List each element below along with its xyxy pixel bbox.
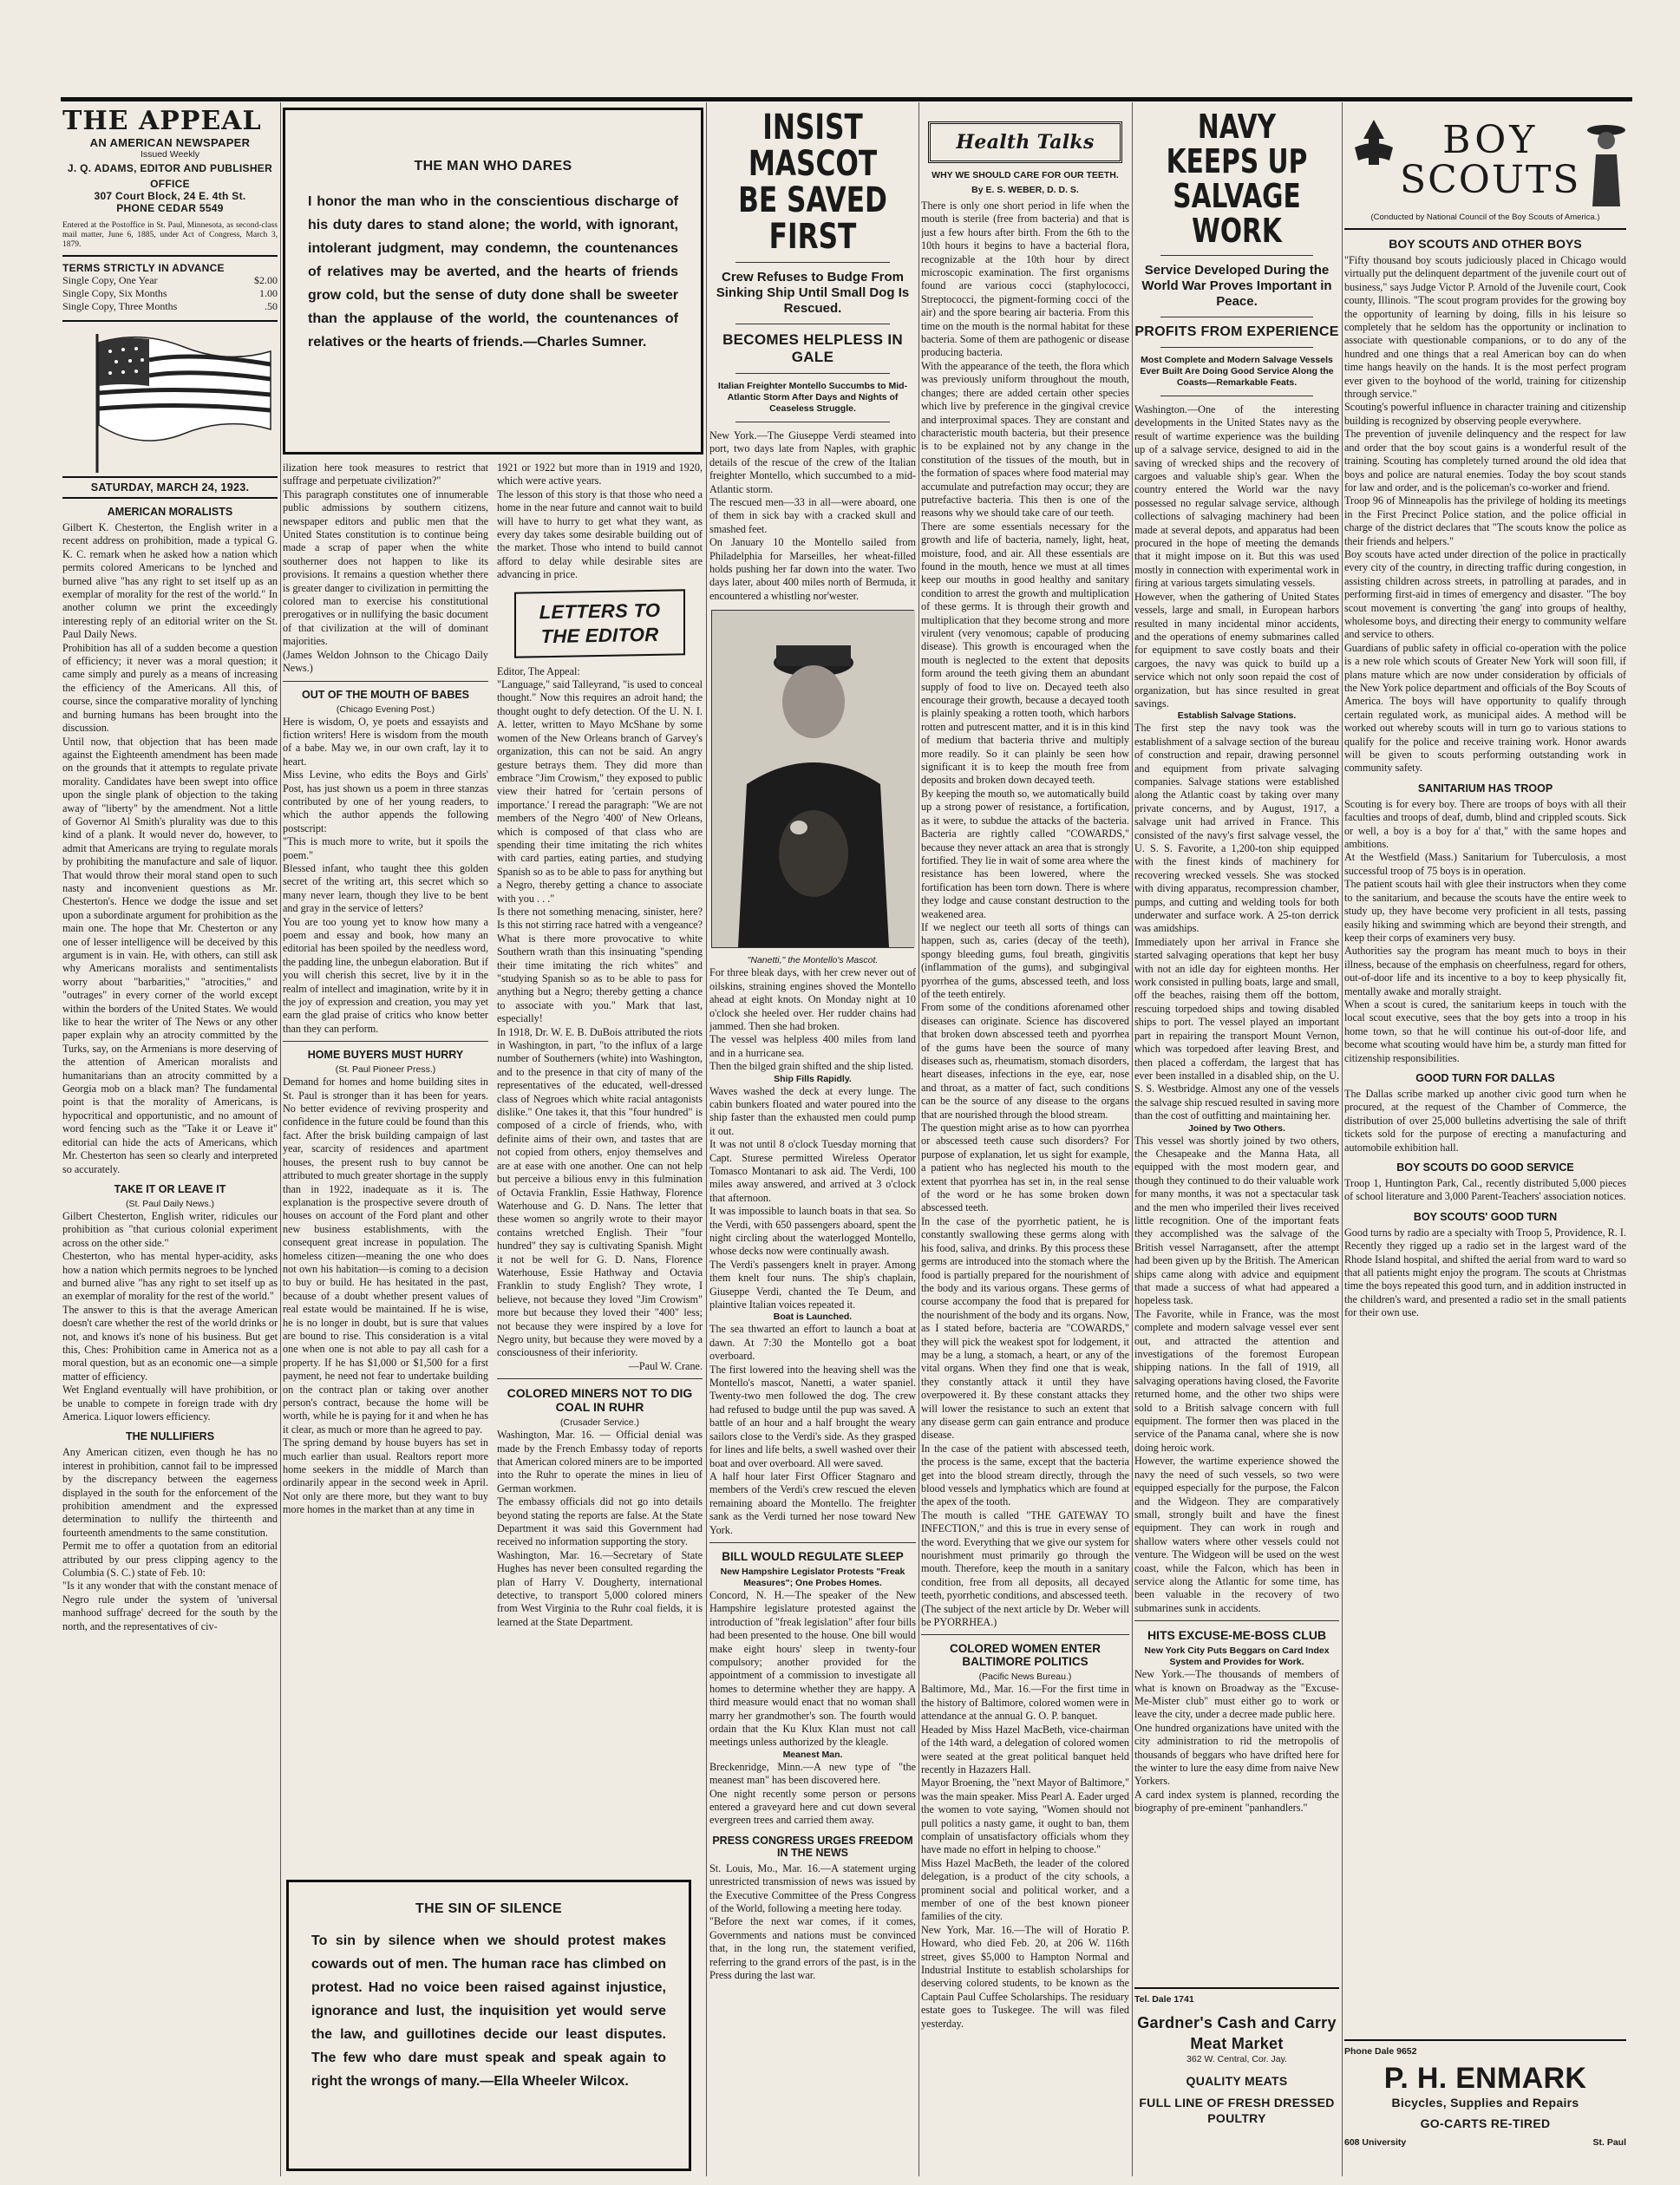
article-body: I honor the man who in the conscientious discharge of his duty dares to stand alone; the world, with ignorant, intolerant judgment, may condemn, the countenances of relatives may be averted, and the hearts of friends grow cold, but the sense of duty done shall be sweeter than the applause of the world, the countenances of relatives or the hearts of friends.—Charles Sumner. [308, 194, 678, 350]
ad-address: 608 University [1344, 2137, 1407, 2148]
ad-phone: Tel. Dale 1741 [1134, 1994, 1194, 2005]
article-headline: GOOD TURN FOR DALLAS [1415, 1071, 1555, 1084]
column-6 [1344, 106, 1626, 2176]
issue-date: SATURDAY, MARCH 24, 1923. [90, 481, 250, 494]
subcolumn-left [283, 461, 488, 1629]
scout-figure-icon [1580, 113, 1626, 208]
article-headline: BOY SCOUTS DO GOOD SERVICE [1396, 1161, 1574, 1174]
column-rule [706, 102, 707, 2176]
masthead-editor: J. Q. ADAMS, EDITOR AND PUBLISHER [67, 162, 273, 174]
article-headline: PRESS CONGRESS URGES FREEDOM IN THE NEWS [712, 1834, 913, 1859]
term-price: 1.00 [259, 287, 278, 299]
ad-line: QUALITY MEATS [1186, 2074, 1288, 2088]
article-body: Waves washed the deck at every lunge. The cabin bunkers floated and water poured into the ship faster than the exhausted men could pump it out. It was not until 8 o'clock Tuesday morning that Capt. Sturese permitted Wireless Operator Tomasco Montanari to ask aid. The Verdi, 100 miles away answered, and arrived at 3 o'clock that afternoon. It was impossible to launch boats in that sea. So the Verdi, with 650 passengers aboard, spent the night circling about the waterlogged Montello, whose decks now were continually awash. The Verdi's passengers knelt in prayer. Among them knelt four nuns. The ship's chaplain, Giuseppe Verdi, chanted the Te Deum, and plaintive Italian voices repeated it. [709, 1084, 916, 1312]
article-body: Washington, Mar. 16. — Official denial was made by the French Embassy today of reports that American colored miners are to be imported into the Ruhr to operate the mines in lieu of German workmen. The embassy officials did not go into details beyond stating the reports are false. At the State Department it was said this Government had received no information supporting the story. Washington, Mar. 16.—Secretary of State Hughes has never been consulted regarding the plan of Harry V. Dougherty, international detective, to transport 5,000 colored miners from West Virginia to the Ruhr coal fields, it is learned at the State Department. [497, 1429, 703, 1628]
masthead-issued: Issued Weekly [140, 149, 200, 160]
article-body: 1921 or 1922 but more than in 1919 and 1920, which were active years. The lesson of this story is that those who need a home in the near future and cannot wait to build will have to hurry to get what they want, as every day takes some desirable building out of the market. Those who intend to build cannot afford to delay while desirable sites are advancing in price. [497, 461, 703, 581]
masthead-title: THE APPEAL [62, 106, 262, 136]
letters-heading-box [514, 589, 685, 657]
column-title: Health Talks [956, 131, 1095, 154]
article-subhead: Establish Salvage Stations. [1177, 710, 1297, 722]
article-headline: BOY SCOUTS' GOOD TURN [1413, 1210, 1558, 1223]
article-body: For three bleak days, with her crew never out of oilskins, straining engines shoved the Montello ahead at eight knots. On Monday night at 10 o'clock she heeled over. Her rudder chains had jammed. Then she had broken. The vessel was helpless 400 miles from land and in a hurricane sea. Then the bilged grain shifted and the ship listed. [709, 966, 916, 1073]
term-label: Single Copy, Three Months [62, 300, 178, 312]
article-byline: By E. S. WEBER, D. D. S. [971, 185, 1079, 195]
article-body: Breckenridge, Minn.—A new type of "the meanest man" has been discovered here. One night recently some person or persons entered a graveyard here and cut down several evergreen trees and carried them away. [709, 1760, 916, 1827]
article-subhead: Meanest Man. [782, 1749, 843, 1760]
article-headline: TAKE IT OR LEAVE IT [114, 1182, 226, 1195]
column-2 [283, 106, 703, 2176]
scout-emblem-icon [1348, 113, 1400, 208]
subcolumn-right [497, 461, 703, 1629]
man-who-dares-box [283, 108, 703, 455]
article-body: New York, Mar. 16.—The will of Horatio P. Howard, who died Feb. 20, at 206 W. 116th street, gives $5,000 to Hampton Normal and Industrial Institute to establish scholarships for deserving colored students, to be known as the Captain Paul Cuffee Scholarships. The residuary estate goes to Tuskegee. The will was filed yesterday. [921, 1923, 1129, 2030]
masthead-subtitle: AN AMERICAN NEWSPAPER [89, 136, 251, 149]
column-3 [709, 106, 916, 2176]
article-headline: SANITARIUM HAS TROOP [1417, 782, 1553, 795]
column-2-split [283, 461, 703, 1629]
article-body: To sin by silence when we should protest makes cowards out of men. The human race has climbed on protest. Had no voice been raised against injustice, ignorance and lust, the inquisition yet would serve the law, and guillotines decide our least disputes. The few who dare must speak and speak again to right the wrongs of many.—Ella Wheeler Wilcox. [311, 1933, 666, 2089]
ad-phone: Phone Dale 9652 [1344, 2046, 1417, 2057]
article-body: St. Louis, Mo., Mar. 16.—A statement urging unrestricted transmission of news was issued by the Executive Committee of the Press Congress of the World, following a meeting here today. "Before the next war comes, if it comes, Governments and nations must be convinced that, in the long run, the statement verified, referring to the grand errors of the past, is in the Press during the last war. [709, 1861, 916, 1982]
article-body: The Dallas scribe marked up another civic good turn when he procured, at the request of the Chamber of Commerce, the distribution of over 25,000 bulletins advertising the sale of thrift tickets sold for the purpose of erecting a manufacturing and automobile exhibition hall. [1344, 1087, 1626, 1154]
article-source: (Crusader Service.) [559, 1417, 640, 1429]
article-body: Any American citizen, even though he has no interest in prohibition, cannot fail to be impressed by the discrepancy between the eagerness displayed in the south for the enforcement of the prohibition amendment and the expressed determination to nullify the thirteenth and fourteenth amendments to the same constitution. Permit me to offer a quotation from an editorial attributed by our press clipping agency to the Columbia (S. C.) state of Feb. 10: "Is it any wonder that with the constant menace of Negro rule under the system of 'universal manhood suffrage' decreed for the south by the north, and the representatives of civ- [62, 1446, 278, 1632]
column-1 [62, 106, 278, 2176]
masthead-phone: PHONE CEDAR 5549 [116, 202, 224, 214]
letters-headline: LETTERS TO THE EDITOR [539, 599, 661, 647]
boy-scouts-banner [1348, 113, 1623, 208]
article-body: The first step the navy took was the establishment of a salvage section of the bureau of construction and repair, drawing personnel and equipment from private salvaging companies. Salvage stations were established along the Atlantic coast by taking over many private concerns, and by August, 1917, a salvage unit had arrived in France. This consisted of the navy's first salvage vessel, the U. S. S. Favorite, a 1,200-ton ship equipped with the finest kinds of machinery for recovering wrecked vessels. She was stocked with diving apparatus, recompression chamber, pumps, and cutting and welding tools for both underwater and surface work. A 25-ton derrick was amidships. Immediately upon her arrival in France she started salvaging operations that kept her busy with not an idle day for eighteen months. Her work consisted in pulling boats, large and small, off the beaches, raising them off the bottom, rescuing torpedoed ships and towing disabled ships to port. The vessel played an important part in repairing the transport Mount Vernon, which was torpedoed after leaving Brest, and then placed a cofferdam, the largest that has ever been installed in a disabled ship, on the U. S. S. Westbridge. Almost any one of the vessels the salvage ship rescued resulted in saving more than the cost of outfitting and maintaining her. [1134, 722, 1339, 1122]
article-body: There is only one short period in life when the mouth is sterile (free from bacteria) and that is just a few hours after birth. From the 6th to the 10th hours it begins to have a bacterial flora, recognizable at the 10th hour by direct microscopic examination. The first organisms found are various cocci (staphylococci, Streptococci, the pigment-forming cocci of the air) and the spore bearing air bacteria. From this time on the mouth is the normal habitat for these bacteria. Some of them are pathogenic or disease producing bacteria. With the appearance of the teeth, the flora which was previously uniform throughout the mouth, changes; there are added certain other species which live by preference in the gingival crevice and interproximal spaces. They are constant and characteristic mouth bacteria, but their presence is to be explained not by any change in the constitution of the tissues of the mouth, but in the formation of spaces where food material may accumulate and putrefaction may occur; they are putrefactive bacteria. This then is one of the reasons why we should take care of our teeth. There are some essentials necessary for the growth and life of bacteria, namely, light, heat, moisture, food, and air. All these essentials are found in the mouth, hence we must at all times keep our mouths in good healthy and sanitary condition to arrest the growth and multiplication of these germs. It is through their growth and multiplication that they become strong and more virulent (very venomous; capable of producing disease). This growth is encouraged when the mouth is neglected to the extent that deposits form around the teeth giving them an abundant supply of food to live on. Decayed teeth also encourage their growth, because a decayed tooth is plainly speaking a rotten tooth, which harbors rotten and putrescent matter, and it is in this kind of medium that bacteria thrive and multiply more readily. So it can plainly be seen how significant it is to keep the mouth free from deposits and broken down decayed teeth. By keeping the mouth so, we automatically build up a strong power of resistance, a fortification, as it were, to subdue the attacks of the bacteria. Bacteria are rightly called "COWARDS," because they never attack an area that is strongly fortified. They lie in wait of some area where the resistance has been lowered, where the fortification has been torn down. There is where they lodge and cause constant destruction to the weakened area. If we neglect our teeth all sorts of things can happen, such as, caries (decay of the teeth), spongy bleeding gums, foul breath, gingivitis (inflammation of the gums), and subgingival pyorrhea of the gums, abscessed teeth, and loss of the teeth entirely. From some of the conditions aforenamed other diseases can originate. Science has discovered that broken down abscessed teeth and pyorrhea of the gums have been the source of many diseases such as, rheumatism, stomach disorders, heart diseases, infections in the eye, ear, nose and throat, as a matter of fact, such conditions can be the source of any disease to the organs that are nourished through the blood stream. The question might arise as to how can pyorrhea or abscessed teeth cause such disorders? For purpose of explanation, let us sight for example, a patient who has neglected his mouth to the extent that pyorrhea has set in, in the real sense of the word or he has some broken down abscessed teeth. In the case of the pyorrhetic patient, he is constantly swallowing these germs along with his food, saliva, and drinks. By this process these germs are introduced into the stomach where the food is partially prepared for the nourishment of the body and its various organs. These germs of course accompany the food that is prepared for the nourishment of the body and its organs. Now, as I stated before, bacteria are "COWARDS," they will pick the weakest spot for lodgement, it may be a lung, a stomach, a heart, or any of the vital organs. When they find one that is weak, they constantly attack it until they have overpowered it. By these constant attacks they will lower the resistance to such an extent that any disease germ can gain entrance and produce disease. In the case of the patient with abscessed teeth, the process is the same, except that the bacteria get into the blood stream directly, through the blood vessels and lymphatics which are found at the apex of the tooth. The mouth is called "THE GATEWAY TO INFECTION," and this is true in every sense of the word. Everything that we give our system for nourishment must primarily go through the mouth. Therefore, keep the mouth in a sanitary condition, free from all deposits, all decayed teeth, pyorrhetic conditions, and abscessed teeth. (The subject of the next article by Dr. Weber will be PYORRHEA.) [921, 200, 1129, 1629]
article-source: (St. Paul Daily News.) [125, 1198, 215, 1209]
article-body: Gilbert Chesterton, English writer, ridicules our prohibition as "that curious colonial experiment across on the other side." Chesterton, who has mental hyper-acidity, asks how a nation which permits negroes to be lynched and burned alive "has any right to set itself up as an exemplar of morality for the rest of the world." The answer to this is that the average American doesn't care whether the rest of the world drinks or not, and knows it's none of his business. But get this, Ches: Prohibition came in America not as a moral question, but as an economic one—a simple matter of efficiency. Wet England eventually will have prohibition, or be unable to compete in foreign trade with dry America. Liquor lowers efficiency. [62, 1209, 278, 1423]
article-headline: THE SIN OF SILENCE [415, 1901, 562, 1916]
sailor-with-dog-image [712, 611, 915, 947]
article-headline: HOME BUYERS MUST HURRY [307, 1049, 464, 1062]
enmark-ad [1344, 2039, 1626, 2169]
article-headline: COLORED MINERS NOT TO DIG COAL IN RUHR [507, 1386, 693, 1415]
article-source: (Chicago Evening Post.) [336, 703, 435, 715]
article-deck: Crew Refuses to Budge From Sinking Ship Until Small Dog Is Rescued. [716, 270, 910, 316]
article-deck: Most Complete and Modern Salvage Vessels Ever Built Are Doing Good Service Along the Coasts—Remarkable Feats. [1140, 355, 1334, 388]
masthead-office: OFFICE [150, 178, 190, 190]
article-body: ilization here took measures to restrict that suffrage and perpetuate civilization?" This paragraph constitutes one of innumerable public admissions by southern citizens, newspaper editors and public men that the United States constitution is to continue being made a scrap of paper when the white southerner does not happen to like its provisions. It remains a question whether there is greater danger to civilization in permitting the colored man to exercise his constitutional prerogatives or in nullifying the basic document of that civilization at the will of dominant majorities. (James Weldon Johnson to the Chicago Daily News.) [283, 461, 488, 675]
article-body: Here is wisdom, O, ye poets and essayists and fiction writers! Here is wisdom from the mouth of a babe. May we, in our own craft, lay it to heart. Miss Levine, who edits the Boys and Girls' Post, has just shown us a poem in three stanzas contributed by one of her young readers, to which the author appends the following postscript: "This is much more to write, but it spoils the poem." Blessed infant, who taught thee this golden secret of the writing art, this secret which so many never learn, though they live to be bent and gray in the service of letters? You are too young yet to know how many a poem and essay and book, how many an editorial has been spoiled by the needless word, the padding line, the unbegun elaboration. But if you will cherish this secret, live by it in the realm of intellect and imagination, write by it in the joy of expression and creation, you may yet earn the glad praise of critics who know better than they can perform. [283, 715, 488, 1035]
term-label: Single Copy, One Year [62, 274, 158, 286]
article-subhead: Ship Fills Rapidly. [774, 1073, 852, 1084]
health-talks-banner [928, 121, 1122, 163]
title-line: BOY [1442, 118, 1539, 162]
article-body: Washington.—One of the interesting developments in the United States navy as the result of wartime experience was the building up of a salvage service, designed to aid in the saving of wrecked ships and the recovery of cargoes and valuable ship's gear. When the country entered the World war the navy possessed no regular salvage service, although collections of salvaging machinery had been made at several depots, and apparatus had been procured in the hope of meeting the demands that it might impose on it. But this was used mostly in connection with experimental work in firing at various targets simulating vessels. However, when the gathering of United States vessels, large and small, in European harbors resulted in many incidental minor accidents, and the operations of enemy submarines called for equipment to save costly boats and their cargoes, the navy was quick to build up a service which not only soon repaid the cost of organization, but has since resulted in great savings. [1134, 403, 1339, 710]
article-headline: OUT OF THE MOUTH OF BABES [301, 688, 470, 701]
article-body: This vessel was shortly joined by two others, the Chesapeake and the Manna Hata, all equipped with the most modern gear, and though they continued to do their valuable work for many months, it was not a spectacular task and the men who imperiled their lives received little recognition. One of the important feats they accomplished was the salvage of the British vessel Narragansett, after the attempt had been given up by the British. The American ships came along with advice and equipment that made a success of what had appeared a hopeless task. The Favorite, while in France, was the most complete and modern salvage vessel ever sent out, and attracted the attention and investigations of the foremost European shipping nations. In the fall of 1919, all salvaging operations having closed, the Favorite returned home, and the other two ships were sold to a British salvage concern with full equipment. The former then was placed in the service of the Panama canal, where she is now doing heroic work. However, the wartime experience showed the navy the need of such vessels, so two were equipped especially for the purpose, the Falcon and the Widgeon. They are comparatively small, strongly built and have the finest equipment. They can work in rough and shallow waters where other vessels could not venture. The Widgeon will be used on the west coast, while the Falcon, which has been in service along the Atlantic for some time, has been valuable in the recovery of two submarines sunk in accidents. [1134, 1134, 1339, 1614]
article-headline: COLORED WOMEN ENTER BALTIMORE POLITICS [950, 1642, 1101, 1669]
article-body: Baltimore, Md., Mar. 16.—For the first time in the history of Baltimore, colored women were in attendance at the annual G. O. P. banquet. Headed by Miss Hazel MacBeth, vice-chairman of the 14th ward, a delegation of colored women were seated at the great political banquet held recently in Hazazers Hall. Mayor Broening, the "next Mayor of Baltimore," was the main speaker. Miss Pearl A. Eader urged the women to vote saying, "Women should not pull politics a nasty game, it ought to ban, them complain of unsatisfactory officials whom they have made no effort in helping to choose." Miss Hazel MacBeth, the leader of the colored delegation, is a product of the city schools, a prominent social and political worker, and a member of one of the best known pioneer families of the city. [921, 1683, 1129, 1923]
article-source: (Pacific News Bureau.) [978, 1671, 1072, 1683]
mascot-photo [711, 610, 914, 948]
meat-market-ad [1134, 1987, 1339, 2169]
column-rule [918, 102, 919, 2176]
term-label: Single Copy, Six Months [62, 287, 167, 299]
column-rule [280, 102, 281, 2176]
article-headline: BOY SCOUTS AND OTHER BOYS [1389, 237, 1582, 251]
article-deck: Italian Freighter Montello Succumbs to Mid-Atlantic Storm After Days and Nights of Ceaseless Struggle. [717, 381, 908, 414]
article-body: New York.—The thousands of members of what is known on Broadway as the "Excuse-Me-Mister club" must either go to work or leave the city, under a decree made public here. One hundred organizations have united with the city administration to rid the metropolis of thousands of beggars who have drifted here for the winter to lure the easy dime from naive New Yorkers. A card index system is planned, recording the biography of pre-eminent "panhandlers." [1134, 1668, 1339, 1815]
article-body: The sea thwarted an effort to launch a boat at dawn. At 7:30 the Montello got a boat overboard. The first lowered into the heaving shell was the Montello's mascot, Nanetti, a water spaniel. Twenty-two men followed the dog. The crew had refused to budge until the pup was saved. A battle of an hour and a half brought the weary sailors close to the Verdi's side. As they grasped for lines and life belts, a swell washed over their boat and over overboard. All were saved. A half hour later First Officer Stagnaro and members of the Verdi's crew rescued the eleven remaining aboard the Montello. The freighter sank as the Verdi turned her nose toward New York. [709, 1323, 916, 1536]
article-headline: INSIST MASCOT BE SAVED FIRST [738, 108, 887, 257]
article-headline: HITS EXCUSE-ME-BOSS CLUB [1147, 1628, 1327, 1643]
column-rule [1132, 102, 1133, 2176]
ad-line: GO-CARTS RE-TIRED [1420, 2116, 1551, 2130]
article-headline: NAVY KEEPS UP SALVAGE WORK [1166, 108, 1308, 250]
article-body: Troop 1, Huntington Park, Cal., recently distributed 5,000 pieces of school literature and 3,000 Parent-Teachers' association notices. [1344, 1177, 1626, 1203]
ad-name: P. H. ENMARK [1383, 2062, 1587, 2095]
sin-of-silence-box [286, 1880, 691, 2171]
article-subhead: BECOMES HELPLESS IN GALE [722, 331, 903, 365]
article-subhead: Boat is Launched. [773, 1312, 853, 1323]
article-subhead: Joined by Two Others. [1188, 1122, 1285, 1134]
ad-city: St. Paul [1592, 2137, 1626, 2148]
article-headline: BILL WOULD REGULATE SLEEP [722, 1549, 904, 1563]
article-deck: Service Developed During the World War Proves Important in Peace. [1141, 263, 1332, 309]
article-body: Demand for homes and home building sites in St. Paul is stronger than it has been for years. No better evidence of reviving prosperity and confidence in the future could be found than this fact. After the brisk building campaign of last year, scarcity of residences and apartment houses, the present rush to buy cannot be attributed to much greater shortage in the supply than in 1922, inadequate as it is. The explanation is the prospective severe drouth of houses on account of the Ford plant and other new business establishments, with the consequent great increase in population. The homeless citizen—meaning the one who does not own his habitation—is coming to a decision to buy or build. He has hesitated in the past, because of a doubt whether present values of real estate would be maintained. If he is wise, he is no longer in doubt, but is sure that values are bound to rise. This consideration is a vital one when one is not able to pay all cash for a property. If he has $1,000 or $1,500 for a first payment, he need not fear to undertake building on the contract plan or taking over another person's contract, because the home will be worth, while he is paying for it and when he has it clear, as much or more than he agreed to pay. The spring demand by house buyers has set in much earlier than usual. Realtors report more home seekers in the middle of March than ordinarily appear in the second week in April. Not only are there more, but they want to buy more homes in the market than at any time in [283, 1076, 488, 1516]
scouts-note: (Conducted by National Council of the Boy Scouts of America.) [1370, 213, 1600, 222]
article-body: New York.—The Giuseppe Verdi steamed into port, two days late from Naples, with graphic details of the rescue of the crew of the Italian freighter Montello, which succumbed to a mid-Atlantic storm. The rescued men—33 in all—were aboard, one of them in sick bay with a cracked skull and smashed feet. On January 10 the Montello sailed from Philadelphia for Marseilles, her wheat-filled holds pushing her far down into the water. Two days later, about 400 miles north of Bermuda, it encountered a whistling nor'wester. [709, 429, 916, 602]
article-headline: AMERICAN MORALISTS [107, 506, 233, 518]
column-4 [921, 106, 1129, 2176]
term-price: $2.00 [254, 274, 278, 286]
top-rule [61, 97, 1632, 101]
article-deck: New York City Puts Beggars on Card Index System and Provides for Work. [1144, 1645, 1330, 1668]
masthead-entered: Entered at the Postoffice in St. Paul, Minnesota, as second-class mail matter, June 6, 1885, under Act of Congress, March 3, 1879. [62, 221, 278, 249]
article-body: Concord, N. H.—The speaker of the New Hampshire legislature protested against the introduction of "freak legislation" after four bills had been presented to the house. One bill would make eight hours' sleep in twenty-four compulsory; another provided for the appointment of a commission to investigate all homes to determine whether they are happy. A third measure would enact that no woman shall marry her grandmother's son. The fourth would ordain that the Ku Klux Klan must not call meetings unless authorized by the kleagle. [709, 1588, 916, 1749]
article-body: Gilbert K. Chesterton, the English writer in a recent address on prohibition, made a typical G. K. C. remark when he asked how a nation which permits colored Americans to be lynched and burned alive "has any right to set itself up as an exemplar of morality for the rest of the world." In another column we print the exceedingly interesting reply of an editorial writer on the St. Paul Daily News. Prohibition has all of a sudden become a question of efficiency; it never was a moral question; it came simply and purely as a means of increasing the efficiency of the Americans. All this, of course, since the comparative morality of lynching and burning humans has been brought into the discussion. Until now, that objection that has been made against the Eighteenth amendment has been made on the grounds that it attempts to regulate private morality. Candidates have been swept into office upon the single plank of objection to the taking away of "liberty" by the amendment. Not a little of Governor Al Smith's plurality was due to this kind of a plank. It would never do, however, to admit that Americans are trying to regulate morals by prohibiting the manufacture and sale of liquor. That would throw their moral stand open to such nasty and inconvenient questions as Mr. Chesterton's. Hence we dodge the issue and set upon a subordinate argument for prohibition as the main one. The hope that Mr. Chesterton or any one of lesser intelligence will be deceived by this argument is in vain. He, with others, can still ask why Americans moralists and sentimentalists worry about "barbarities," "atrocities," and "outrages" in every corner of the world except within the borders of the United States. We would like to hear the writer of The News or any other paper explain why an atrocity committed by the Turks, say, on the Armenians is more deserving of the attention of American moralists and humanitarians than an atrocity committed by a Georgia mob on a black man? The fundamental point is that the morality of Americans, is hypocritical and opportunistic, and no amount of word fencing such as the "Take it or Leave it" editorial can hide the acts of Americans, which Mr. Chesterton has seen so clearly and interpreted so accurately. [62, 521, 278, 1175]
article-headline: WHY WE SHOULD CARE FOR OUR TEETH. [932, 170, 1119, 180]
article-body: Editor, The Appeal: "Language," said Talleyrand, "is used to conceal thought." Now this requires an adroit hand; the thought ought to defy detection. Of the U. N. I. A. letter, written to Mayo McShane by some women of the New Orleans branch of Garvey's organization, this can not be said. An angry gesture betrays them. They did more than embrace "Jim Crowism," they exposed to public view their hatred for 'certain persons of importance.' I reread the paragraph: "We are not members of the Negro '400' of New Orleans, which is composed of that class who are spending their time imitating the rich whites with card parties, eating parties, and studying Spanish so as to be able to pass for anything but a Negro, thereby getting a chance to associate with you . . ." Is there not something menacing, sinister, here? Is this not stirring race hatred with a vengeance? What is there more provocative to white Southern wrath than this insinuating "spending their time imitating the rich whites" and "studying Spanish so as to be able to pass for anything but a Negro; thereby getting a chance to associate with you." Mark that last, especially! In 1918, Dr. W. E. B. DuBois attributed the riots in Washington, in part, "to the influx of a large number of Southerners (white) into Washington, and to the presence in that city of many of the representatives of the educated, well-dressed class of Negroes which white racial antagonists dislike." One takes it, that this "four hundred" is composed of a circle of friends, who, with definite aims of their own, and tastes that are not copied from others, enjoy themselves and are at ease with one another. One can not help but perceive a bilious envy in this fulmination of Octavia Franklin, Essie Hathway, Florence Waterhouse and G. D. Nans. The letter that these women so angrily wrote to their mayor contains wretched English. Their "four hundred" they say is cultivating Spanish. Might it not be well for G. D. Nans, Florence Waterhouse, Essie Hathway and Octavia Franklin to study English? They wrote, I believe, not because they loved "Jim Crowism" more but because they loved their "400" less; not because they were inspired by a love for Negro unity, but because they were moved by a consciousness of their inferiority. [497, 664, 703, 1359]
ad-address: 362 W. Central, Cor. Jay. [1186, 2054, 1287, 2064]
boy-scouts-title [1400, 118, 1581, 202]
terms-list [62, 274, 278, 313]
ad-name: Gardner's Cash and Carry Meat Market [1137, 2014, 1337, 2052]
article-subhead: PROFITS FROM EXPERIENCE [1134, 324, 1339, 339]
ad-footer [1344, 2137, 1626, 2149]
column-5 [1134, 106, 1339, 2176]
article-source: (St. Paul Pioneer Press.) [335, 1064, 436, 1076]
article-body: "Fifty thousand boy scouts judiciously placed in Chicago would virtually put the delinquent department of the juvenile court out of business," says Judge Victor P. Arnold of the Juvenile court, Cook county, Illinois. "The scout program provides for the growing boy the opportunity of learning by doing, fills in his leisure so completely that he seldom has the opportunity or inclination to associate with questionable companions, or to do any of the hundred and one things that a real American boy can do when time hangs heavily on the hands. It is the most perfect program ever given to the boyhood of the world, training for citizenship through service." Scouting's powerful influence in character training and citizenship building is recognized by observing people everywhere. The prevention of juvenile delinquency and the respect for law and order that the boy scout gains is a wonderful result of the training. Scouting has completely turned around the old idea that boys and police are natural enemies. Today the boy scout stands for law and order, and is the policeman's co-worker and friend. Troop 96 of Minneapolis has the privilege of holding its meetings in the First Precinct Police station, and the police official in charge of the district declares that "The scouts know the police as their friends and helpers." Boy scouts have acted under direction of the police in practically every city of the country, in directing traffic during congestion, in assisting children across streets, in patrolling at parades, and in performing first-aid in times of emergency and disaster. "The boy scout movement is converting 'the gang' into groups of healthy, wholesome boys, and directing their energy to community welfare and service to others. Guardians of public safety in official co-operation with the police is a new role which scouts of Greater New York will soon fill, if plans mature which are now under consideration by officials of the New York police department and officials of the Boy Scouts of America. The boys will have opportunity to qualify through certain regulated work, as municipal aides. A method will be worked out whereby scouts will in turn go to various stations to qualify for the police and receive training work. Honor awards will be given to scouts performing outstanding work in community safety. [1344, 254, 1626, 775]
article-headline: THE NULLIFIERS [125, 1430, 215, 1443]
masthead-address: 307 Court Block, 24 E. 4th St. [94, 190, 246, 202]
ad-line: Bicycles, Supplies and Repairs [1391, 2096, 1579, 2110]
article-body: Scouting is for every boy. There are troops of boys with all their faculties and troops of deaf, dumb, blind and crippled scouts. Sick or well, a boy is a boy for a' that," with the same hopes and ambitions. At the Westfield (Mass.) Sanitarium for Tuberculosis, a most successful troop of 75 boys is in operation. The patient scouts hail with glee their instructors when they come to the sanitarium, and because the scouts have the entire week to study up, they have become very proficient in all tests, passing easily hiking and swimming which are beyond their strength, and keep their corps of examiners very busy. Authorities say the program has meant much to boys in their illness, because of the emphasis on cheerfulness, regard for others, out-of-door life and its incentive to a boy to keep physically fit, mentally awake and morally straight. When a scout is cured, the sanitarium keeps in touch with the local scout executive, sees that the boy gets into a troop in his home town, so that he will continue his out-of-door life, and become what scouting would have him be, a sturdy man fitted for citizenship responsibilities. [1344, 797, 1626, 1064]
letter-signature: —Paul W. Crane. [628, 1359, 703, 1372]
terms-head: TERMS STRICTLY IN ADVANCE [62, 262, 225, 274]
article-headline: THE MAN WHO DARES [414, 159, 572, 173]
article-body: Good turns by radio are a specialty with Troop 5, Providence, R. I. Recently they rigged up a radio set in the largest ward of the Rhode Island hospital, and shifted the aerial from ward to ward so that all patients might enjoy the program. The scouts at Christmas time the boys repeated this good turn, and in addition instructed in the children's ward, and presented a radio set in the small patients for their own use. [1344, 1226, 1626, 1319]
column-rule [1342, 102, 1343, 2176]
photo-caption: "Nanetti," the Montello's Mascot. [747, 955, 879, 966]
flag-illustration [62, 325, 278, 473]
term-price: .50 [265, 300, 278, 312]
article-deck: New Hampshire Legislator Protests "Freak Measures"; One Probes Homes. [720, 1566, 905, 1588]
title-line: SCOUTS [1400, 158, 1581, 202]
ad-line: FULL LINE OF FRESH DRESSED POULTRY [1139, 2096, 1335, 2125]
